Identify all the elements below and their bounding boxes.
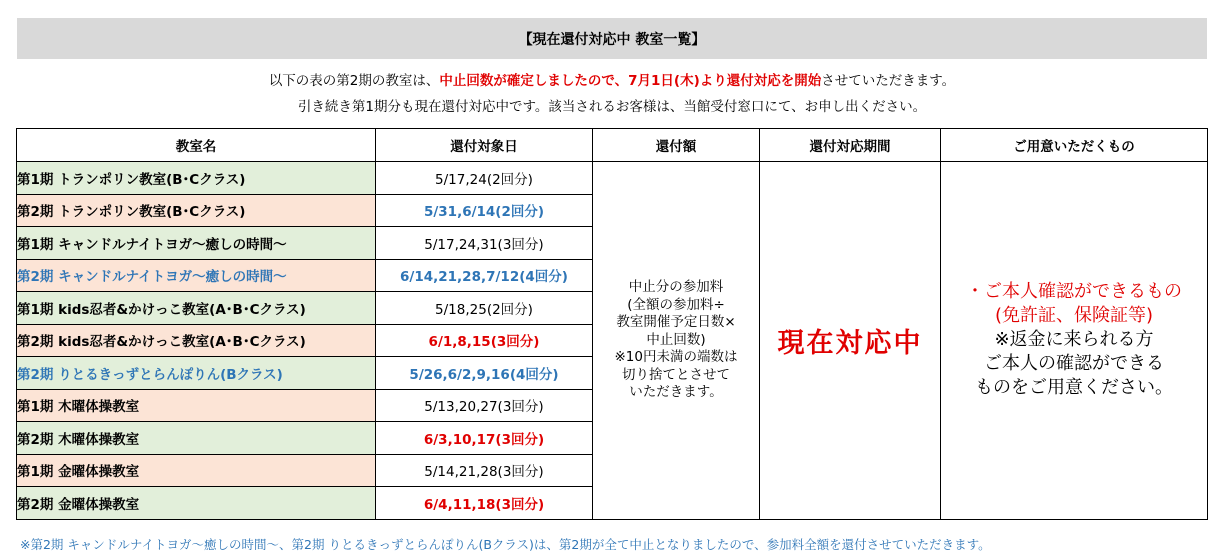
refund-dates-cell: 5/18,25(2回分) bbox=[376, 292, 593, 325]
class-name-cell: 第2期 金曜体操教室 bbox=[17, 487, 376, 520]
refund-dates-cell: 5/14,21,28(3回分) bbox=[376, 454, 593, 487]
refund-table bbox=[16, 128, 1208, 520]
refund-dates-cell: 6/1,8,15(3回分) bbox=[376, 324, 593, 357]
class-name-cell: 第2期 りとるきっずとらんぽりん(Bクラス) bbox=[17, 357, 376, 390]
refund-period-cell bbox=[760, 162, 941, 520]
refund-dates-cell: 5/17,24(2回分) bbox=[376, 162, 593, 195]
class-name-cell: 第1期 金曜体操教室 bbox=[17, 454, 376, 487]
class-name-cell: 第1期 キャンドルナイトヨガ～癒しの時間～ bbox=[17, 227, 376, 260]
status-text: 現在対応中 bbox=[777, 327, 923, 359]
intro-prefix: 以下の表の第2期の教室は、 bbox=[268, 73, 440, 89]
intro-highlight: 中止回数が確定しましたので、7月1日(木)より還付対応を開始 bbox=[439, 73, 822, 89]
refund-amount-text bbox=[593, 279, 759, 402]
class-name-cell: 第1期 トランポリン教室(B･Cクラス) bbox=[17, 162, 376, 195]
table-header-row bbox=[17, 129, 1208, 162]
bring-line: ものをご用意ください。 bbox=[975, 377, 1173, 399]
amount-line: いただきます。 bbox=[629, 384, 723, 400]
intro-suffix: させていただきます。 bbox=[821, 73, 956, 89]
amount-line: 教室開催予定日数× bbox=[616, 314, 736, 330]
header-refund-period: 還付対応期間 bbox=[760, 129, 941, 162]
refund-amount-cell bbox=[593, 162, 760, 520]
bring-line: (免許証、保険証等) bbox=[994, 305, 1154, 327]
amount-line: ※10円未満の端数は bbox=[614, 349, 738, 365]
amount-line: (全額の参加料÷ bbox=[627, 296, 725, 313]
class-name-cell: 第2期 kids忍者&かけっこ教室(A･B･Cクラス) bbox=[17, 324, 376, 357]
page-title: 【現在還付対応中 教室一覧】 bbox=[17, 18, 1207, 59]
header-class-name: 教室名 bbox=[17, 129, 376, 162]
header-refund-dates: 還付対象日 bbox=[376, 129, 593, 162]
amount-line: 切り捨てとさせて bbox=[622, 366, 730, 383]
class-name-cell: 第2期 木曜体操教室 bbox=[17, 422, 376, 455]
header-refund-amount: 還付額 bbox=[593, 129, 760, 162]
refund-dates-cell: 6/14,21,28,7/12(4回分) bbox=[376, 259, 593, 292]
intro-line-2: 引き続き第1期分も現在還付対応中です。該当されるお客様は、当館受付窓口にて、お申し出ください。 bbox=[297, 99, 927, 115]
amount-line: 中止分の参加料 bbox=[628, 279, 724, 295]
class-name-cell: 第1期 木曜体操教室 bbox=[17, 389, 376, 422]
header-items-to-bring: ご用意いただくもの bbox=[941, 129, 1208, 162]
bring-line: ・ご本人確認ができるもの bbox=[966, 281, 1182, 303]
items-to-bring-cell bbox=[941, 162, 1208, 520]
refund-dates-cell: 5/13,20,27(3回分) bbox=[376, 389, 593, 422]
refund-dates-cell: 6/4,11,18(3回分) bbox=[376, 487, 593, 520]
class-name-cell: 第1期 kids忍者&かけっこ教室(A･B･Cクラス) bbox=[17, 292, 376, 325]
table-row bbox=[17, 162, 1208, 195]
refund-dates-cell: 5/26,6/2,9,16(4回分) bbox=[376, 357, 593, 390]
refund-dates-cell: 5/31,6/14(2回分) bbox=[376, 194, 593, 227]
bring-line: ご本人の確認ができる bbox=[984, 353, 1164, 375]
class-name-cell: 第2期 トランポリン教室(B･Cクラス) bbox=[17, 194, 376, 227]
amount-line: 中止回数) bbox=[646, 331, 706, 348]
refund-dates-cell: 5/17,24,31(3回分) bbox=[376, 227, 593, 260]
class-name-cell: 第2期 キャンドルナイトヨガ～癒しの時間～ bbox=[17, 259, 376, 292]
bring-line: ※返金に来られる方 bbox=[994, 329, 1154, 351]
footnote: ※第2期 キャンドルナイトヨガ～癒しの時間～、第2期 りとるきっずとらんぽりん(Bクラス)は、第2期が全て中止となりましたので、参加料全額を還付させていただきます。 bbox=[20, 537, 991, 552]
refund-dates-cell: 6/3,10,17(3回分) bbox=[376, 422, 593, 455]
intro-line-1 bbox=[0, 69, 1224, 89]
items-to-bring-text bbox=[941, 280, 1207, 400]
